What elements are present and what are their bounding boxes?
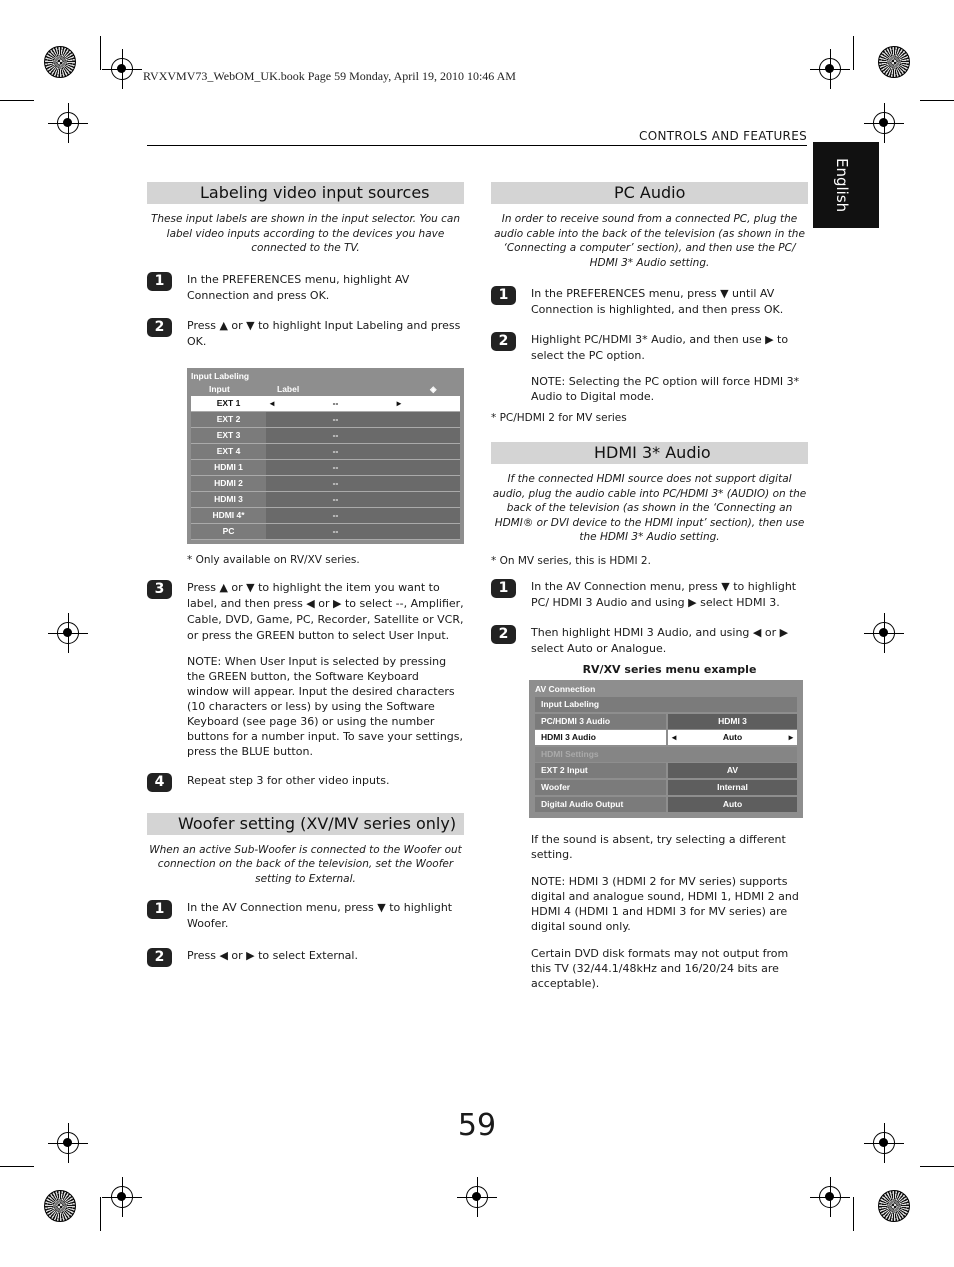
step-number-badge: 4 (147, 773, 172, 792)
table-row[interactable] (191, 411, 460, 427)
intro-woofer: When an active Sub-Woofer is connected to the Woofer out connection on the back of the television, set the Woofer setting to External. (149, 843, 462, 885)
step-text: In the AV Connection menu, press ▼ to highlight PC/ HDMI 3 Audio and using ▶ select HDMI 3. (531, 579, 797, 609)
menu-row[interactable] (535, 714, 797, 729)
row-input: HDMI 1 (191, 459, 266, 475)
row-input: EXT 1 (191, 396, 266, 412)
crosshair-icon (819, 58, 841, 80)
table-row[interactable] (191, 427, 460, 443)
step-text: Highlight PC/HDMI 3* Audio, and then use ▶ to select the PC option. (531, 333, 789, 362)
section-label: CONTROLS AND FEATURES (639, 129, 807, 143)
row-input: EXT 3 (191, 427, 266, 443)
paragraph: Certain DVD disk formats may not output from this TV (32/44.1/48kHz and 16/20/24 bits are acceptable). (531, 946, 789, 990)
step-text: In the AV Connection menu, press ▼ to highlight Woofer. (187, 901, 453, 930)
section-title-labeling: Labeling video input sources (147, 182, 464, 204)
input-labeling-table (191, 396, 460, 540)
step-number-badge: 2 (147, 948, 172, 967)
step-text: In the PREFERENCES menu, press ▼ until AV Connection is highlighted, and then press OK. (531, 287, 784, 316)
section-title-pc-audio: PC Audio (491, 182, 808, 204)
crop-mark (853, 36, 854, 70)
menu-row-value: AV (668, 763, 797, 778)
menu-row[interactable] (535, 730, 797, 745)
crosshair-icon (57, 112, 79, 134)
menu-row-value: ◂ Auto ▸ (668, 730, 797, 745)
print-header: RVXVMV73_WebOM_UK.book Page 59 Monday, April 19, 2010 10:46 AM (143, 69, 516, 83)
menu-row[interactable] (535, 697, 797, 712)
table-row[interactable] (191, 491, 460, 507)
arrow-left-icon: ◂ (672, 732, 677, 743)
table-row[interactable] (191, 396, 460, 412)
row-label: -- (266, 507, 405, 523)
menu-row-label: HDMI Settings (535, 747, 797, 762)
step-text: Press ▲ or ▼ to highlight Input Labeling and press OK. (187, 318, 461, 348)
intro-pc-audio: In order to receive sound from a connected PC, plug the audio cable into the back of the television (as shown in the ‘Connecting a computer’ section), and then use the PC/ HDMI 3* Audio setting. (494, 213, 805, 269)
registration-starburst-icon (878, 1190, 910, 1222)
step-2 (491, 625, 808, 657)
menu-row[interactable] (535, 763, 797, 778)
menu-row-label: HDMI 3 Audio (535, 730, 666, 745)
menu-row-label: Digital Audio Output (535, 797, 666, 812)
menu-row-label: Woofer (535, 780, 666, 795)
crosshair-icon (111, 58, 133, 80)
step-1 (491, 286, 808, 318)
menu-row-value: HDMI 3 (668, 714, 797, 729)
row-input: EXT 4 (191, 443, 266, 459)
row-input: EXT 2 (191, 411, 266, 427)
menu-row-value: Internal (668, 780, 797, 795)
menu-row-label: Input Labeling (535, 697, 797, 712)
step-number-badge: 1 (491, 579, 516, 598)
menu-title: Input Labeling (191, 370, 250, 381)
footnote: * Only available on RV/XV series. (187, 553, 360, 566)
step-number-badge: 1 (147, 900, 172, 919)
right-column (491, 182, 808, 991)
step-text: In the PREFERENCES menu, highlight AV Connection and press OK. (187, 272, 410, 302)
step-4 (147, 773, 464, 789)
row-label: -- (266, 491, 405, 507)
table-row[interactable] (191, 475, 460, 491)
paragraph: If the sound is absent, try selecting a different setting. (531, 832, 786, 861)
table-row[interactable] (191, 507, 460, 523)
row-label: -- (266, 475, 405, 491)
crop-mark (920, 1166, 954, 1167)
step-3 (147, 580, 464, 759)
step-1 (147, 272, 464, 304)
crop-mark (853, 1197, 854, 1231)
step-1 (147, 900, 464, 932)
step-text: Repeat step 3 for other video inputs. (187, 773, 390, 787)
crosshair-icon (466, 1186, 488, 1208)
step-number-badge: 1 (491, 286, 516, 305)
intro-labeling: These input labels are shown in the input selector. You can label video inputs according to the devices you have connected to the TV. (150, 213, 461, 254)
left-column (147, 182, 464, 964)
menu-col-label: Label (277, 383, 300, 394)
hdmi-audio-notes (531, 832, 808, 991)
step-2 (491, 332, 808, 404)
input-labeling-menu (187, 368, 464, 544)
row-label: ◂ -- ▸ (266, 396, 405, 412)
menu-row-label: PC/HDMI 3 Audio (535, 714, 666, 729)
language-tab-label: English (833, 158, 851, 213)
crosshair-icon (873, 112, 895, 134)
crosshair-icon (57, 622, 79, 644)
header-rule (147, 145, 807, 146)
footnote: * PC/HDMI 2 for MV series (491, 412, 627, 424)
crop-mark (100, 36, 101, 70)
step-2 (147, 948, 464, 964)
menu-row[interactable] (535, 797, 797, 812)
page-number: 59 (457, 1108, 497, 1143)
step-text: Press ▲ or ▼ to highlight the item you want to label, and then press ◀ or ▶ to select --, Amplifier, Cable, DVD, Game, PC, Recorder, Satellite or VCR, or press the GREEN button to select User Input. (187, 580, 464, 642)
step-number-badge: 2 (491, 332, 516, 351)
row-label: -- (266, 411, 405, 427)
step-number-badge: 2 (147, 318, 172, 337)
row-label: -- (266, 443, 405, 459)
crop-mark (0, 100, 34, 101)
row-label: -- (266, 427, 405, 443)
menu-header (191, 382, 460, 396)
crop-mark (920, 100, 954, 101)
language-tab (813, 142, 879, 228)
table-row[interactable] (191, 459, 460, 475)
menu-row-label: EXT 2 Input (535, 763, 666, 778)
step-text: Press ◀ or ▶ to select External. (187, 949, 358, 962)
row-label: -- (266, 523, 405, 539)
row-input: PC (191, 523, 266, 539)
registration-starburst-icon (44, 46, 76, 78)
table-row[interactable] (191, 443, 460, 459)
section-title-woofer: Woofer setting (XV/MV series only) (147, 813, 464, 835)
crosshair-icon (819, 1186, 841, 1208)
step-1 (491, 579, 808, 611)
crop-mark (0, 1166, 34, 1167)
menu-row[interactable] (535, 780, 797, 795)
intro-hdmi-audio: If the connected HDMI source does not support digital audio, plug the audio cable into PC/HDMI 3* (AUDIO) on the back of the television (as shown in the ‘Connecting an HDMI® or DVI device to the HDMI input’ section), then use the HDMI 3* Audio setting. (492, 473, 807, 543)
audio-icon: ◈ (430, 383, 437, 394)
footnote: * On MV series, this is HDMI 2. (491, 554, 651, 567)
table-row[interactable] (191, 523, 460, 539)
note-text: NOTE: When User Input is selected by pressing the GREEN button, the Software Keyboard window will appear. Input the desired characters (10 characters or less) by using the Software Keyboard (see page 36) or using the number buttons for a number input. To save your settings, press the BLUE button. (187, 654, 463, 758)
crosshair-icon (111, 1186, 133, 1208)
menu-col-input: Input (209, 383, 230, 394)
menu-title: AV Connection (535, 683, 596, 694)
menu-row (535, 747, 797, 762)
arrow-right-icon: ▸ (788, 732, 793, 743)
registration-starburst-icon (878, 46, 910, 78)
crop-mark (100, 1197, 101, 1231)
menu-caption: RV/XV series menu example (582, 662, 757, 676)
row-input: HDMI 2 (191, 475, 266, 491)
av-connection-menu (529, 680, 803, 818)
note-text: NOTE: Selecting the PC option will force HDMI 3* Audio to Digital mode. (531, 375, 800, 403)
step-number-badge: 1 (147, 272, 172, 291)
menu-row-value: Auto (668, 797, 797, 812)
step-text: Then highlight HDMI 3 Audio, and using ◀ or ▶ select Auto or Analogue. (531, 625, 789, 655)
step-2 (147, 318, 464, 350)
section-title-hdmi-audio: HDMI 3* Audio (491, 442, 808, 464)
row-label: -- (266, 459, 405, 475)
row-input: HDMI 4* (191, 507, 266, 523)
row-input: HDMI 3 (191, 491, 266, 507)
note-text: NOTE: HDMI 3 (HDMI 2 for MV series) supports digital and analogue sound, HDMI 1, HDMI 2 and HDMI 4 (HDMI 1 and HDMI 3 for MV series) are digital sound only. (531, 874, 799, 933)
crosshair-icon (873, 622, 895, 644)
registration-starburst-icon (44, 1190, 76, 1222)
step-number-badge: 2 (491, 625, 516, 644)
step-number-badge: 3 (147, 580, 172, 599)
